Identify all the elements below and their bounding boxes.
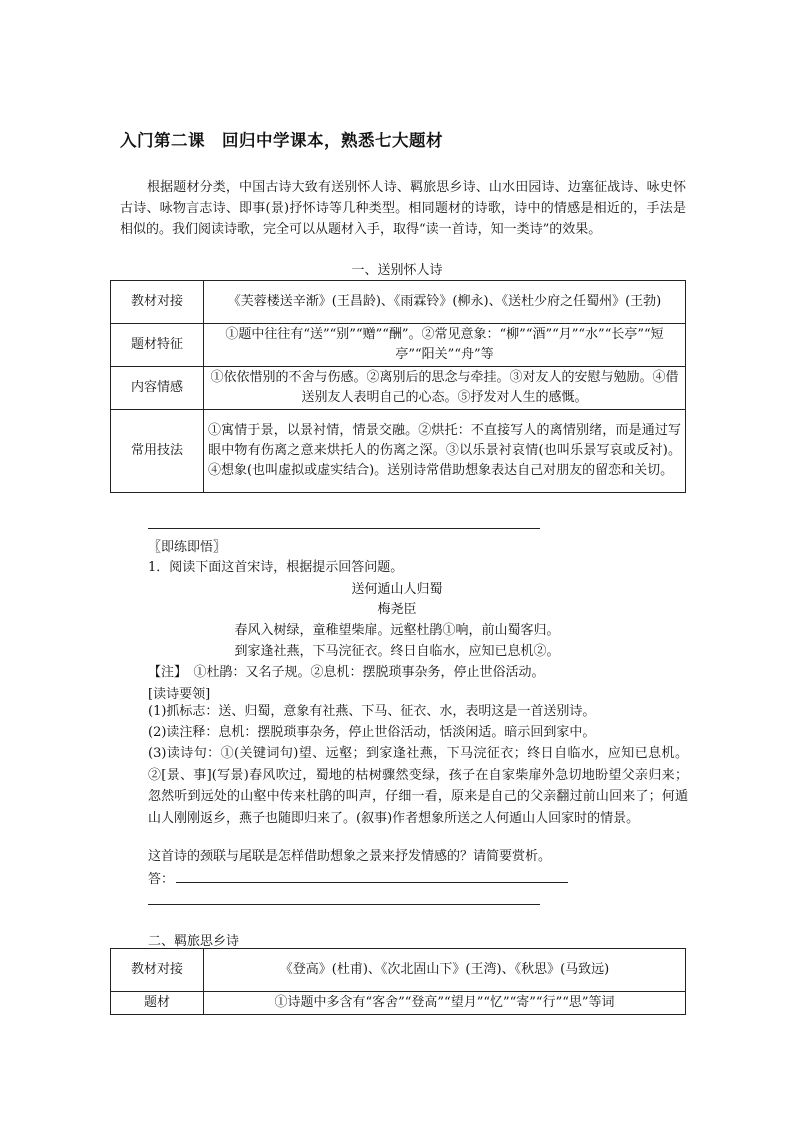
practice-heading: 〖即练即悟〗 xyxy=(148,540,227,555)
guide-heading: [读诗要领] xyxy=(148,687,211,702)
table-row xyxy=(111,281,686,324)
question-ask: 这首诗的颈联与尾联是怎样借助想象之景来抒发情感的？请简要赏析。 xyxy=(148,849,552,864)
divider-line xyxy=(148,528,540,529)
poem-author: 梅尧臣 xyxy=(377,602,417,617)
row-label: 题材 xyxy=(111,992,204,1015)
practice-question: 1．阅读下面这首宋诗，根据提示回答问题。 xyxy=(148,560,404,575)
row-label: 题材特征 xyxy=(111,324,204,367)
answer-line[interactable] xyxy=(176,882,568,883)
row-label: 常用技法 xyxy=(111,410,204,493)
row-content: ①题中往往有“送”“别”“赠”“酬”。②常见意象：“柳”“酒”“月”“水”“长亭”“短亭”“阳关”“舟”等 xyxy=(204,324,686,367)
table-row xyxy=(111,410,686,493)
row-label: 教材对接 xyxy=(111,949,204,992)
row-content: ①寓情于景，以景衬情，情景交融。②烘托：不直接写人的离情别绪，而是通过写眼中物有伤离之意来烘托人的伤离之深。③以乐景衬哀情(也叫乐景写哀或反衬)。④想象(也叫虚拟或虚实结合)。送别诗常借助想象表达自己对朋友的留恋和关切。 xyxy=(204,410,686,493)
guide-item: (1)抓标志：送、归蜀，意象有社燕、下马、征衣、水，表明这是一首送别诗。 xyxy=(148,704,596,719)
table-row xyxy=(111,992,686,1015)
row-content: 《登高》(杜甫)、《次北固山下》(王湾)、《秋思》(马致远) xyxy=(204,949,686,992)
intro-paragraph: 根据题材分类，中国古诗大致有送别怀人诗、羁旅思乡诗、山水田园诗、边塞征战诗、咏史怀古诗、咏物言志诗、即事(景)抒怀诗等几种类型。相同题材的诗歌，诗中的情感是相近的，手法是相似的。我们阅读诗歌，完全可以从题材入手，取得“读一首诗，知一类诗”的效果。 xyxy=(120,180,686,237)
lesson-title: 入门第二课 回归中学课本，熟悉七大题材 xyxy=(120,131,443,150)
poem-title: 送何遁山人归蜀 xyxy=(351,582,443,597)
guide-item: (2)读注释：息机：摆脱琐事杂务，停止世俗活动，恬淡闲适。暗示回到家中。 xyxy=(148,725,596,740)
row-content: 《芙蓉楼送辛渐》(王昌龄)、《雨霖铃》(柳永)、《送杜少府之任蜀州》(王勃) xyxy=(204,281,686,324)
poem-line: 春风入树绿，童稚望柴扉。远壑杜鹃①响，前山蜀客归。 xyxy=(234,623,560,638)
answer-line[interactable] xyxy=(148,904,540,905)
table-row xyxy=(111,367,686,410)
poem-line: 到家逢社燕，下马浣征衣。终日自临水，应知已息机②。 xyxy=(234,644,560,659)
row-label: 内容情感 xyxy=(111,367,204,410)
table-row xyxy=(111,949,686,992)
row-label: 教材对接 xyxy=(111,281,204,324)
row-content: ①诗题中多含有“客舍”“登高”“望月”“忆”“寄”“行”“思”等词 xyxy=(204,992,686,1015)
poem-note: 【注】 ①杜鹃：又名子规。②息机：摆脱琐事杂务，停止世俗活动。 xyxy=(148,665,545,680)
section2-table xyxy=(110,948,686,1015)
row-content: ①依依惜别的不舍与伤感。②离别后的思念与牵挂。③对友人的安慰与勉励。④借送别友人表明自己的心态。⑤抒发对人生的感慨。 xyxy=(204,367,686,410)
section2-heading: 二、羁旅思乡诗 xyxy=(148,934,240,949)
table-row xyxy=(111,324,686,367)
section1-table xyxy=(110,280,686,493)
section1-heading: 一、送别怀人诗 xyxy=(351,263,443,278)
guide-item: (3)读诗句：①(关键词句)望、远壑；到家逢社燕，下马浣征衣；终日自临水，应知已息机。②[景、事](写景)春风吹过，蜀地的枯树骤然变绿，孩子在自家柴扉外急切地盼望父亲归来；忽然听到远处的山壑中传来杜鹃的叫声，仔细一看，原来是自己的父亲翻过前山回来了；何遁山人刚刚返乡，燕子也随即归来了。(叙事)作者想象所送之人何遁山人回家时的情景。 xyxy=(148,746,688,826)
answer-label: 答： xyxy=(148,872,175,887)
